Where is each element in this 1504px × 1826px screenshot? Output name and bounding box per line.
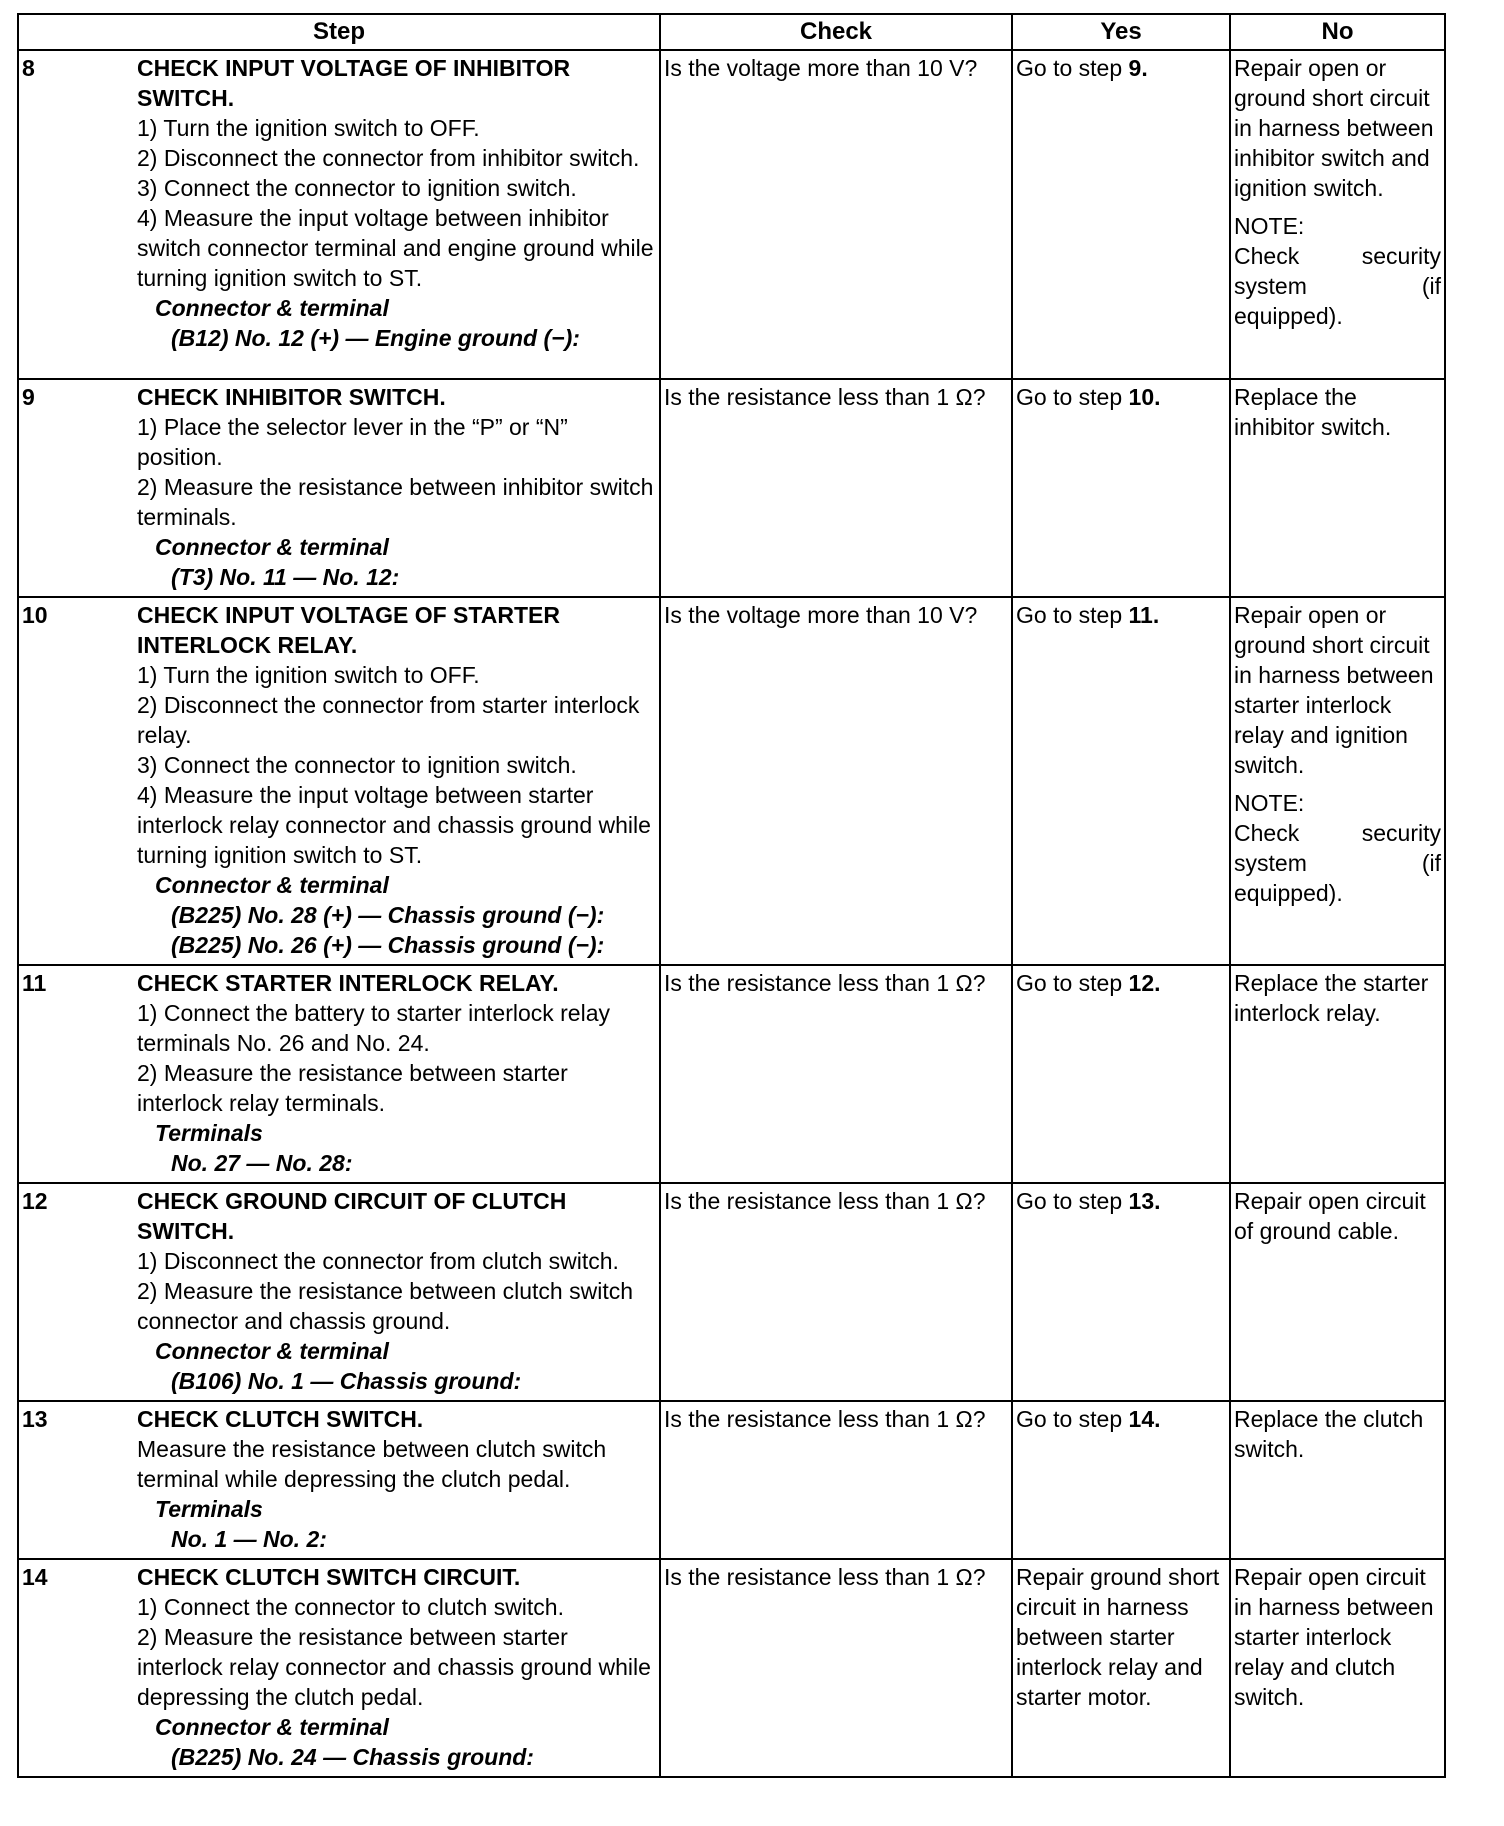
step-title: CHECK INHIBITOR SWITCH. xyxy=(137,384,446,410)
yes-prefix: Go to step xyxy=(1016,1188,1129,1214)
terminal-value: No. 27 — No. 28: xyxy=(171,1150,353,1176)
table-row xyxy=(18,379,1445,597)
no-text: Repair open or ground short circuit in harness between starter interlock relay and ignition switch. xyxy=(1234,602,1434,778)
step-line: Measure the resistance between clutch switch terminal while depressing the clutch pedal. xyxy=(137,1436,607,1492)
no-cell: Replace the starter interlock relay. xyxy=(1230,965,1445,1183)
terminal-label: Connector & terminal xyxy=(155,534,389,560)
terminal-label: Connector & terminal xyxy=(155,295,389,321)
step-line: 3) Connect the connector to ignition switch. xyxy=(137,175,577,201)
yes-prefix: Go to step xyxy=(1016,1406,1129,1432)
note-label: NOTE: xyxy=(1234,213,1305,239)
step-line: 2) Measure the resistance between inhibitor switch terminals. xyxy=(137,474,654,530)
step-number: 11 xyxy=(18,965,134,1183)
yes-step-ref: 11. xyxy=(1128,602,1160,628)
check-cell: Is the resistance less than 1 Ω? xyxy=(660,1183,1012,1401)
step-number: 14 xyxy=(18,1559,134,1777)
yes-step-ref: 12. xyxy=(1128,970,1161,996)
step-description xyxy=(134,1183,660,1401)
step-line: 3) Connect the connector to ignition switch. xyxy=(137,752,577,778)
step-line: 2) Measure the resistance between starter interlock relay terminals. xyxy=(137,1060,568,1116)
table-row xyxy=(18,1401,1445,1559)
yes-cell xyxy=(1012,50,1230,379)
note-text: Check security system (if equipped). xyxy=(1234,820,1442,906)
yes-step-ref: 14. xyxy=(1128,1406,1161,1432)
header-check: Check xyxy=(660,14,1012,50)
step-number: 9 xyxy=(18,379,134,597)
step-line: 2) Measure the resistance between clutch switch connector and chassis ground. xyxy=(137,1278,634,1334)
check-cell: Is the voltage more than 10 V? xyxy=(660,50,1012,379)
yes-prefix: Go to step xyxy=(1016,970,1129,996)
terminal-label: Connector & terminal xyxy=(155,1338,389,1364)
yes-prefix: Go to step xyxy=(1016,55,1129,81)
no-cell xyxy=(1230,597,1445,965)
terminal-label: Connector & terminal xyxy=(155,872,389,898)
step-line: 1) Disconnect the connector from clutch switch. xyxy=(137,1248,619,1274)
note-text: Check security system (if equipped). xyxy=(1234,243,1442,329)
table-row xyxy=(18,1183,1445,1401)
yes-cell xyxy=(1012,1183,1230,1401)
step-title: CHECK GROUND CIRCUIT OF CLUTCH SWITCH. xyxy=(137,1188,567,1244)
terminal-value: (B225) No. 28 (+) — Chassis ground (−): xyxy=(171,902,605,928)
step-description xyxy=(134,1401,660,1559)
yes-cell xyxy=(1012,1401,1230,1559)
check-cell: Is the resistance less than 1 Ω? xyxy=(660,965,1012,1183)
yes-prefix: Go to step xyxy=(1016,602,1129,628)
yes-cell xyxy=(1012,597,1230,965)
step-line: 1) Turn the ignition switch to OFF. xyxy=(137,115,480,141)
step-title: CHECK CLUTCH SWITCH CIRCUIT. xyxy=(137,1564,521,1590)
yes-cell xyxy=(1012,965,1230,1183)
step-description xyxy=(134,965,660,1183)
table-row xyxy=(18,965,1445,1183)
header-step: Step xyxy=(18,14,660,50)
terminal-value: No. 1 — No. 2: xyxy=(171,1526,327,1552)
table-row xyxy=(18,1559,1445,1777)
header-yes: Yes xyxy=(1012,14,1230,50)
step-line: 2) Measure the resistance between starter interlock relay connector and chassis ground while depressing the clutch pedal. xyxy=(137,1624,651,1710)
step-line: 1) Place the selector lever in the “P” or “N” position. xyxy=(137,414,568,470)
no-text: Repair open or ground short circuit in harness between inhibitor switch and ignition switch. xyxy=(1234,55,1434,201)
step-description xyxy=(134,1559,660,1777)
step-title: CHECK INPUT VOLTAGE OF STARTER INTERLOCK RELAY. xyxy=(137,602,560,658)
step-line: 1) Turn the ignition switch to OFF. xyxy=(137,662,480,688)
step-title: CHECK INPUT VOLTAGE OF INHIBITOR SWITCH. xyxy=(137,55,571,111)
terminal-label: Connector & terminal xyxy=(155,1714,389,1740)
step-description xyxy=(134,379,660,597)
step-description xyxy=(134,597,660,965)
no-cell: Repair open circuit in harness between starter interlock relay and clutch switch. xyxy=(1230,1559,1445,1777)
step-number: 8 xyxy=(18,50,134,379)
yes-step-ref: 10. xyxy=(1128,384,1161,410)
step-line: 1) Connect the battery to starter interlock relay terminals No. 26 and No. 24. xyxy=(137,1000,610,1056)
yes-step-ref: 9. xyxy=(1128,55,1148,81)
check-cell: Is the resistance less than 1 Ω? xyxy=(660,1559,1012,1777)
step-title: CHECK CLUTCH SWITCH. xyxy=(137,1406,424,1432)
terminal-value: (B225) No. 26 (+) — Chassis ground (−): xyxy=(171,932,605,958)
check-cell: Is the voltage more than 10 V? xyxy=(660,597,1012,965)
step-description xyxy=(134,50,660,379)
no-cell: Replace the inhibitor switch. xyxy=(1230,379,1445,597)
step-line: 2) Disconnect the connector from inhibitor switch. xyxy=(137,145,640,171)
header-no: No xyxy=(1230,14,1445,50)
check-cell: Is the resistance less than 1 Ω? xyxy=(660,1401,1012,1559)
step-number: 13 xyxy=(18,1401,134,1559)
terminal-value: (B12) No. 12 (+) — Engine ground (−): xyxy=(171,325,580,351)
note-label: NOTE: xyxy=(1234,790,1305,816)
step-line: 1) Connect the connector to clutch switch. xyxy=(137,1594,564,1620)
check-cell: Is the resistance less than 1 Ω? xyxy=(660,379,1012,597)
no-cell: Replace the clutch switch. xyxy=(1230,1401,1445,1559)
table-row xyxy=(18,597,1445,965)
terminal-label: Terminals xyxy=(155,1120,263,1146)
yes-step-ref: 13. xyxy=(1128,1188,1161,1214)
yes-prefix: Go to step xyxy=(1016,384,1129,410)
table-row xyxy=(18,50,1445,379)
header-row xyxy=(18,14,1445,50)
step-title: CHECK STARTER INTERLOCK RELAY. xyxy=(137,970,559,996)
no-cell: Repair open circuit of ground cable. xyxy=(1230,1183,1445,1401)
step-number: 12 xyxy=(18,1183,134,1401)
step-line: 4) Measure the input voltage between inhibitor switch connector terminal and engine ground while turning ignition switch to ST. xyxy=(137,205,654,291)
step-number: 10 xyxy=(18,597,134,965)
yes-cell xyxy=(1012,379,1230,597)
step-line: 4) Measure the input voltage between starter interlock relay connector and chassis ground while turning ignition switch to ST. xyxy=(137,782,651,868)
no-cell xyxy=(1230,50,1445,379)
terminal-value: (B225) No. 24 — Chassis ground: xyxy=(171,1744,534,1770)
terminal-label: Terminals xyxy=(155,1496,263,1522)
terminal-value: (T3) No. 11 — No. 12: xyxy=(171,564,400,590)
diagnostic-table xyxy=(17,13,1446,1778)
terminal-value: (B106) No. 1 — Chassis ground: xyxy=(171,1368,522,1394)
step-line: 2) Disconnect the connector from starter interlock relay. xyxy=(137,692,640,748)
yes-cell: Repair ground short circuit in harness between starter interlock relay and starter motor. xyxy=(1012,1559,1230,1777)
